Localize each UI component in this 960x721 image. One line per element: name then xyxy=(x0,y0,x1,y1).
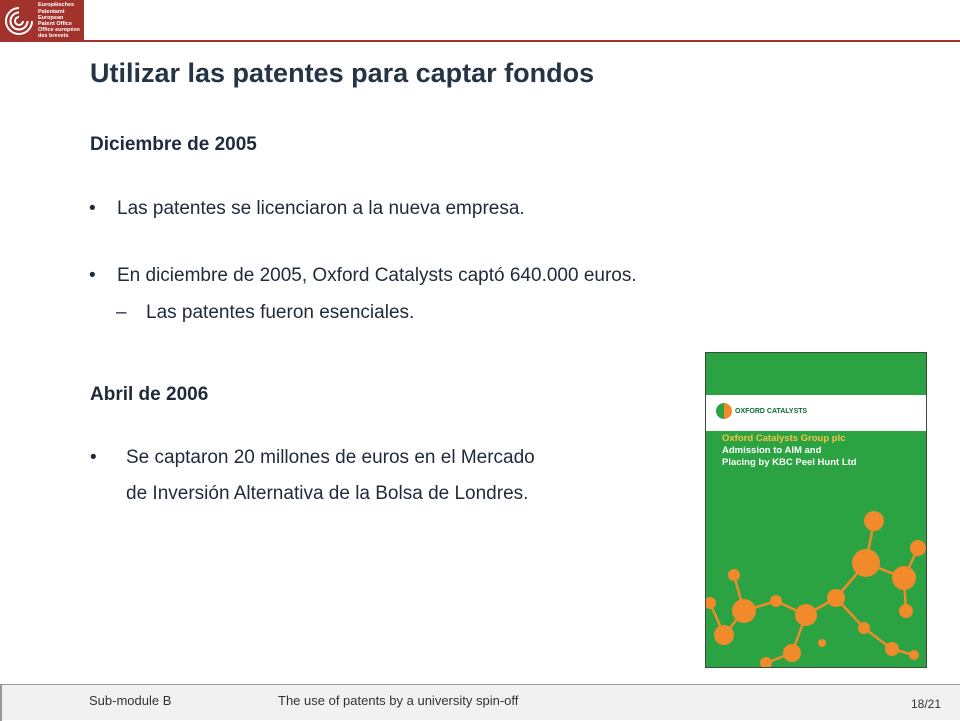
sub-bullet-text: Las patentes fueron esenciales. xyxy=(146,302,415,323)
bullet-text: Las patentes se licenciaron a la nueva empresa. xyxy=(117,198,525,219)
oxford-catalysts-brochure-image xyxy=(705,352,927,668)
brochure-line: Admission to AIM and xyxy=(722,445,822,456)
epo-logo-mark-icon xyxy=(4,4,34,38)
bullet-continuation: de Inversión Alternativa de la Bolsa de Londres. xyxy=(126,483,529,504)
page-number: 18/21 xyxy=(911,697,942,711)
epo-logo xyxy=(0,0,84,42)
header-rule xyxy=(84,40,960,42)
logo-line: Europäisches xyxy=(38,2,75,9)
footer-rule xyxy=(0,685,2,721)
bullet-mark: • xyxy=(89,265,96,286)
logo-line: European xyxy=(38,14,64,21)
brochure-logo-text: OXFORD CATALYSTS xyxy=(735,407,808,415)
logo-line: Office européen xyxy=(38,27,80,34)
logo-line: Patentamt xyxy=(38,8,65,15)
footer-module: Sub-module B xyxy=(89,693,172,708)
section-heading-december: Diciembre de 2005 xyxy=(90,134,257,155)
footer-topic: The use of patents by a university spin-off xyxy=(278,693,519,708)
bullet-mark: • xyxy=(90,447,97,468)
bullet-text: Se captaron 20 millones de euros en el Mercado xyxy=(126,447,535,468)
brochure-line: Placing by KBC Peel Hunt Ltd xyxy=(722,457,857,468)
bullet-item xyxy=(89,260,637,292)
bullet-text: En diciembre de 2005, Oxford Catalysts captó 640.000 euros. xyxy=(117,265,637,286)
dash-mark: – xyxy=(116,302,127,323)
slide-title: Utilizar las patentes para captar fondos xyxy=(90,58,595,88)
logo-line: des brevets xyxy=(38,33,69,40)
section-heading-april: Abril de 2006 xyxy=(90,384,209,405)
bullet-item xyxy=(90,442,535,474)
sub-bullet-item xyxy=(116,297,415,329)
bullet-mark: • xyxy=(89,198,96,219)
bullet-item xyxy=(89,193,525,225)
brochure-line: Oxford Catalysts Group plc xyxy=(722,433,846,444)
epo-logo-text xyxy=(38,2,80,39)
footer xyxy=(0,684,960,720)
logo-line: Patent Office xyxy=(38,21,72,27)
molecule-illustration-icon xyxy=(706,353,927,668)
